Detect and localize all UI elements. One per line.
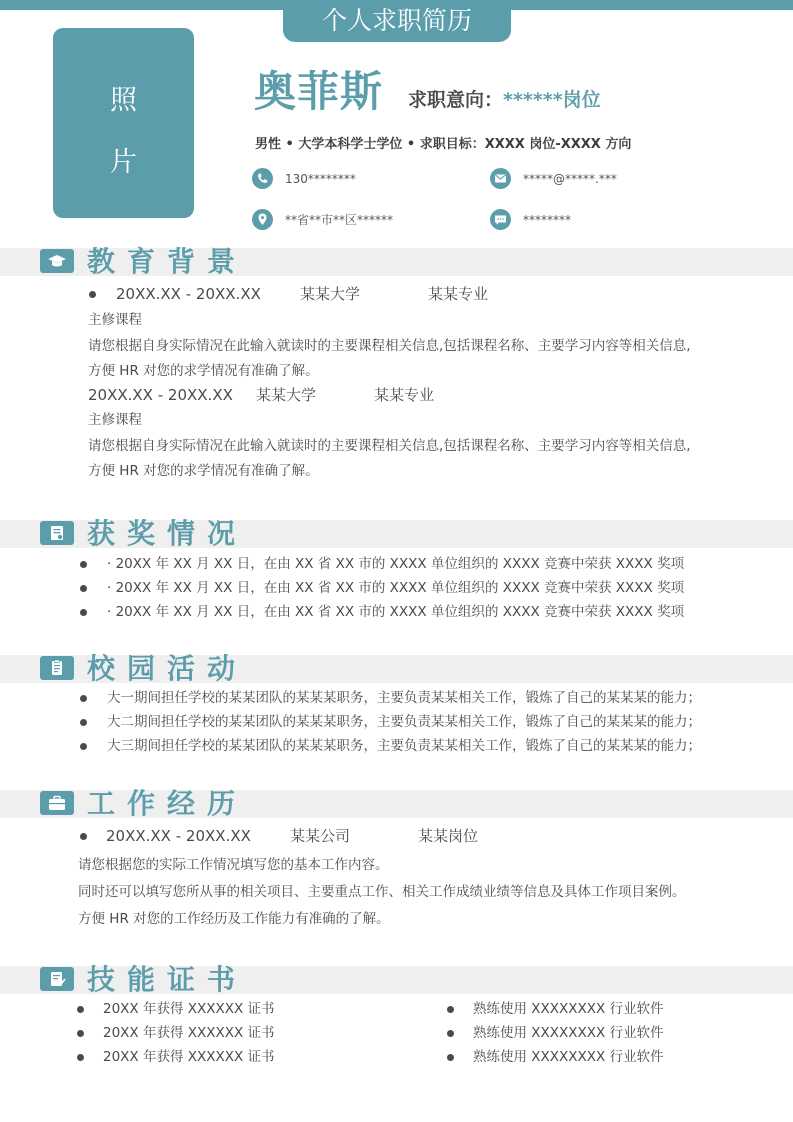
course-desc-1b: 方便 HR 对您的求学情况有准确了解。 (88, 363, 319, 379)
clipboard-icon (40, 656, 74, 680)
campus-title: 校园活动 (87, 652, 248, 685)
skill-left-1: 20XX 年获得 XXXXXX 证书 (103, 1001, 275, 1017)
award-bullet (80, 585, 87, 592)
course-label-1: 主修课程 (88, 312, 142, 328)
work-line-1: 请您根据您的实际工作情况填写您的基本工作内容。 (78, 857, 389, 873)
campus-bullet (80, 719, 87, 726)
award-item-2: · 20XX 年 XX 月 XX 日，在由 XX 省 XX 市的 XXXX 单位组织的 XXXX 竞赛中荣获 XXXX 奖项 (107, 580, 685, 596)
education-date-1: 20XX.XX - 20XX.XX (116, 285, 261, 303)
phone-icon (252, 168, 273, 189)
skill-bullet (77, 1006, 84, 1013)
photo-placeholder (53, 28, 194, 218)
awards-title: 获奖情况 (87, 517, 248, 550)
skill-right-3: 熟练使用 XXXXXXXX 行业软件 (473, 1049, 664, 1065)
work-date: 20XX.XX - 20XX.XX (106, 827, 251, 845)
award-bullet (80, 561, 87, 568)
education-bullet (89, 291, 96, 298)
skill-bullet (447, 1054, 454, 1061)
campus-bullet (80, 695, 87, 702)
award-icon (40, 521, 74, 545)
course-desc-2a: 请您根据自身实际情况在此输入就读时的主要课程相关信息,包括课程名称、主要学习内容等相关信息, (88, 438, 691, 454)
chat-icon (490, 209, 511, 230)
campus-bullet (80, 743, 87, 750)
campus-item-3: 大三期间担任学校的某某团队的某某某职务，主要负责某某相关工作，锻炼了自己的某某某的能力； (107, 738, 701, 754)
work-line-2: 同时还可以填写您所从事的相关项目、主要重点工作、相关工作成绩业绩等信息及具体工作项目案例。 (78, 884, 686, 900)
skill-bullet (77, 1030, 84, 1037)
education-date-2: 20XX.XX - 20XX.XX (88, 386, 233, 404)
education-major-2: 某某专业 (374, 386, 435, 404)
campus-item-2: 大二期间担任学校的某某团队的某某某职务，主要负责某某相关工作，锻炼了自己的某某某的能力； (107, 714, 701, 730)
education-school-1: 某某大学 (300, 285, 361, 303)
briefcase-icon (40, 791, 74, 815)
graduation-cap-icon (40, 249, 74, 273)
resume-title: 个人求职简历 (283, 0, 511, 42)
award-item-3: · 20XX 年 XX 月 XX 日，在由 XX 省 XX 市的 XXXX 单位组织的 XXXX 竞赛中荣获 XXXX 奖项 (107, 604, 685, 620)
photo-label-2: 片 (110, 147, 137, 178)
work-line-3: 方便 HR 对您的工作经历及工作能力有准确的了解。 (78, 911, 390, 927)
email-address: *****@*****.*** (523, 171, 617, 186)
contact-address (252, 209, 393, 230)
work-bullet (80, 833, 87, 840)
contact-email (490, 168, 617, 189)
contact-phone (252, 168, 356, 189)
education-title: 教育背景 (87, 245, 248, 278)
job-intent (408, 86, 601, 114)
education-major-1: 某某专业 (428, 285, 489, 303)
work-position: 某某岗位 (418, 827, 479, 845)
course-desc-1a: 请您根据自身实际情况在此输入就读时的主要课程相关信息,包括课程名称、主要学习内容等相关信息, (88, 338, 691, 354)
candidate-name: 奥菲斯 (254, 67, 384, 116)
photo-label-1: 照 (110, 85, 137, 116)
skills-title: 技能证书 (87, 963, 248, 996)
skill-right-1: 熟练使用 XXXXXXXX 行业软件 (473, 1001, 664, 1017)
skill-bullet (447, 1030, 454, 1037)
skill-bullet (77, 1054, 84, 1061)
wechat-id: ******** (523, 212, 571, 227)
contact-wechat (490, 209, 571, 230)
mail-icon (490, 168, 511, 189)
work-company: 某某公司 (290, 827, 351, 845)
job-intent-value: ******岗位 (503, 89, 601, 111)
home-address: **省**市**区****** (285, 213, 394, 227)
location-icon (252, 209, 273, 230)
job-intent-label: 求职意向： (408, 89, 504, 111)
education-school-2: 某某大学 (256, 386, 317, 404)
award-item-1: · 20XX 年 XX 月 XX 日，在由 XX 省 XX 市的 XXXX 单位组织的 XXXX 竞赛中荣获 XXXX 奖项 (107, 556, 685, 572)
skill-right-2: 熟练使用 XXXXXXXX 行业软件 (473, 1025, 664, 1041)
skill-left-3: 20XX 年获得 XXXXXX 证书 (103, 1049, 275, 1065)
skill-bullet (447, 1006, 454, 1013)
course-label-2: 主修课程 (88, 412, 142, 428)
skill-left-2: 20XX 年获得 XXXXXX 证书 (103, 1025, 275, 1041)
phone-number: 130******** (285, 171, 356, 186)
work-title: 工作经历 (87, 787, 248, 820)
award-bullet (80, 609, 87, 616)
campus-item-1: 大一期间担任学校的某某团队的某某某职务，主要负责某某相关工作，锻炼了自己的某某某的能力； (107, 690, 701, 706)
certificate-icon (40, 967, 74, 991)
profile-summary: 男性 • 大学本科学士学位 • 求职目标：XXXX 岗位-XXXX 方向 (255, 137, 632, 152)
course-desc-2b: 方便 HR 对您的求学情况有准确了解。 (88, 463, 319, 479)
